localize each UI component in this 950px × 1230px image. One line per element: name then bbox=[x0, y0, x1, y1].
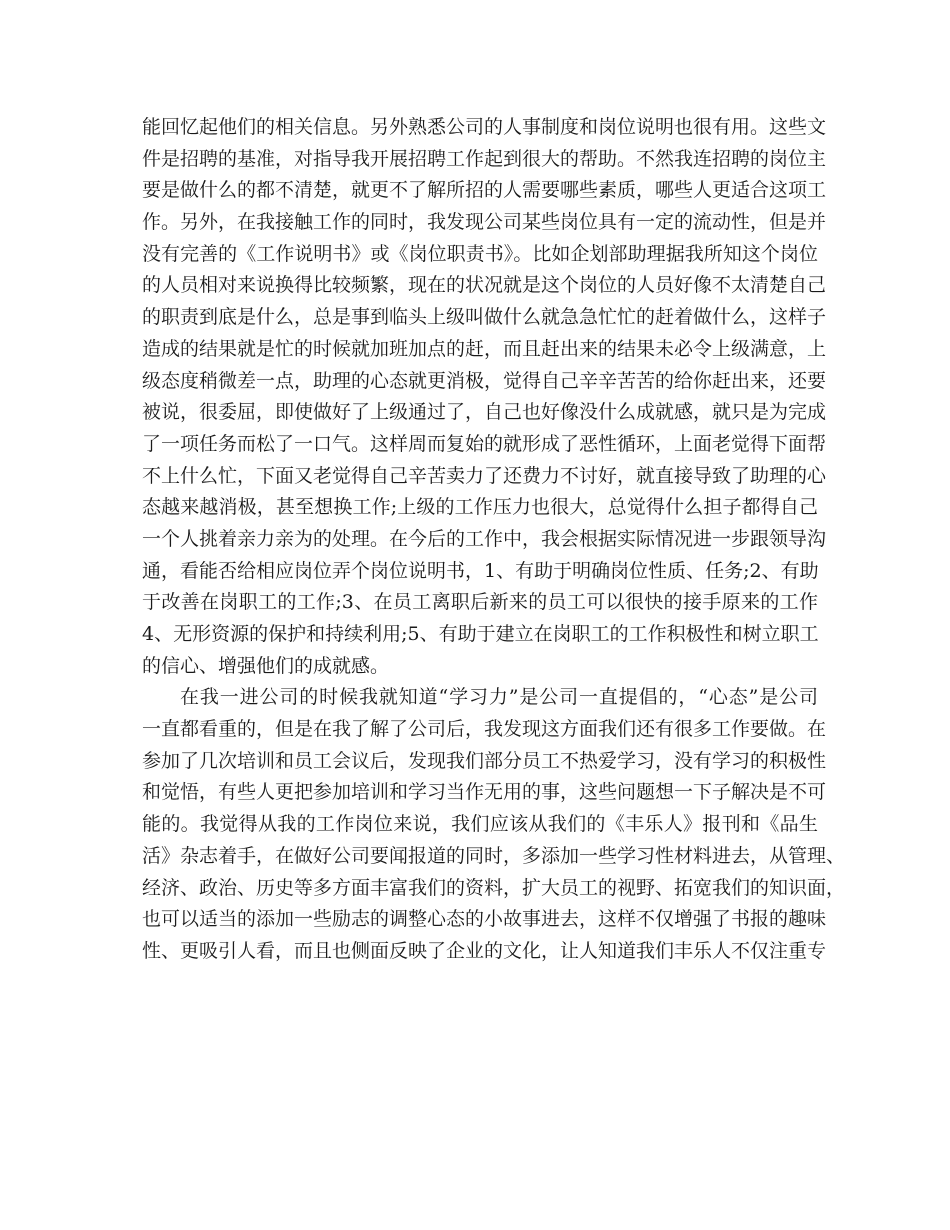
text-line: 没有完善的《工作说明书》或《岗位职责书》。比如企划部助理据我所知这个岗位 bbox=[142, 242, 818, 265]
text-line: 的人员相对来说换得比较频繁，现在的状况就是这个岗位的人员好像不太清楚自己 bbox=[142, 274, 827, 297]
paragraph-1 bbox=[142, 112, 827, 682]
text-line: 性、更吸引人看，而且也侧面反映了企业的文化，让人知道我们丰乐人不仅注重专 bbox=[142, 939, 827, 962]
text-line: 也可以适当的添加一些励志的调整心态的小故事进去，这样不仅增强了书报的趣味 bbox=[142, 908, 827, 931]
text-line: 能的。我觉得从我的工作岗位来说，我们应该从我们的《丰乐人》报刊和《品生 bbox=[142, 813, 818, 836]
text-line: 一个人挑着亲力亲为的处理。在今后的工作中，我会根据实际情况进一步跟领导沟 bbox=[142, 527, 827, 550]
text-line: 在我一进公司的时候我就知道“学习力”是公司一直提倡的，“心态”是公司 bbox=[180, 686, 818, 709]
text-line: 态越来越消极，甚至想换工作;上级的工作压力也很大，总觉得什么担子都得自己 bbox=[142, 496, 818, 519]
text-line: 于改善在岗职工的工作;3、在员工离职后新来的员工可以很快的接手原来的工作 bbox=[142, 591, 818, 614]
text-line: 4、无形资源的保护和持续利用;5、有助于建立在岗职工的工作积极性和树立职工 bbox=[142, 623, 819, 645]
text-line: 能回忆起他们的相关信息。另外熟悉公司的人事制度和岗位说明也很有用。这些文 bbox=[142, 116, 827, 138]
text-line: 级态度稍微差一点，助理的心态就更消极，觉得自己辛辛苦苦的给你赶出来，还要 bbox=[142, 369, 827, 392]
text-line: 的信心、增强他们的成就感。 bbox=[142, 654, 390, 677]
text-line: 和觉悟，有些人更把参加培训和学习当作无用的事，这些问题想一下子解决是不可 bbox=[142, 781, 827, 804]
text-line: 通，看能否给相应岗位弄个岗位说明书，1、有助于明确岗位性质、任务;2、有助 bbox=[142, 559, 819, 582]
text-line: 造成的结果就是忙的时候就加班加点的赶，而且赶出来的结果未必令上级满意，上 bbox=[142, 337, 827, 360]
text-line: 不上什么忙，下面又老觉得自己辛苦卖力了还费力不讨好，就直接导致了助理的心 bbox=[142, 464, 827, 487]
body-text bbox=[142, 112, 846, 968]
text-line: 活》杂志着手，在做好公司要闻报道的同时，多添加一些学习性材料进去，从管理、 bbox=[142, 844, 846, 867]
paragraph-2 bbox=[142, 682, 846, 967]
text-line: 要是做什么的都不清楚，就更不了解所招的人需要哪些素质，哪些人更适合这项工 bbox=[142, 179, 827, 202]
text-line: 件是招聘的基准，对指导我开展招聘工作起到很大的帮助。不然我连招聘的岗位主 bbox=[142, 147, 827, 170]
text-line: 经济、政治、历史等多方面丰富我们的资料，扩大员工的视野、拓宽我们的知识面， bbox=[142, 876, 846, 899]
text-line: 被说，很委屈，即使做好了上级通过了，自己也好像没什么成就感，就只是为完成 bbox=[142, 401, 827, 424]
text-line: 作。另外，在我接触工作的同时，我发现公司某些岗位具有一定的流动性，但是并 bbox=[142, 211, 827, 234]
text-line: 一直都看重的，但是在我了解了公司后，我发现这方面我们还有很多工作要做。在 bbox=[142, 718, 827, 741]
text-line: 参加了几次培训和员工会议后，发现我们部分员工不热爱学习，没有学习的积极性 bbox=[142, 749, 827, 772]
text-line: 了一项任务而松了一口气。这样周而复始的就形成了恶性循环，上面老觉得下面帮 bbox=[142, 432, 827, 455]
text-line: 的职责到底是什么，总是事到临头上级叫做什么就急急忙忙的赶着做什么，这样子 bbox=[142, 306, 827, 329]
